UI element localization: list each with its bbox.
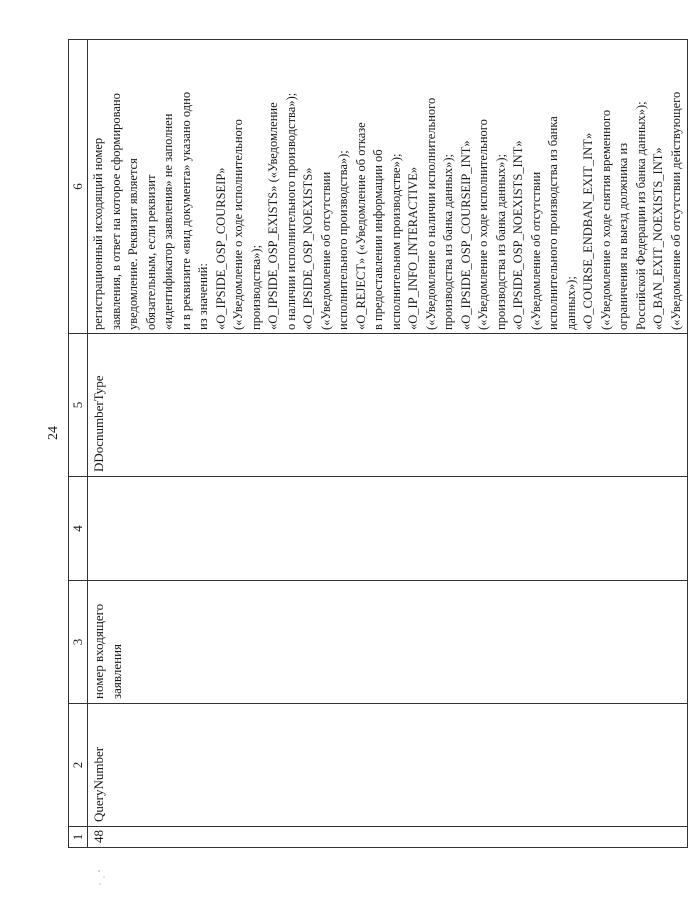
notes-line: («Уведомление об отсутствии действующего xyxy=(668,91,683,330)
notes-line: «идентификатор заявления» не заполнен xyxy=(161,113,175,330)
notes-line: «O_IP_INFO_INTERACTIVE» xyxy=(406,166,420,330)
header-col-2: 2 xyxy=(69,704,88,827)
header-row xyxy=(69,40,88,848)
notes-cell xyxy=(88,40,688,334)
table-row xyxy=(88,40,688,848)
notes-line: «O_REJECT» («Уведомление об отказе xyxy=(353,122,368,330)
notes-line: производства из банка данных»); xyxy=(493,153,508,330)
notes-line: «O_BAN_EXIT_NOEXISTS_INT» xyxy=(651,147,665,330)
scan-specks xyxy=(96,868,108,888)
notes-line: исполнительного производства»); xyxy=(336,150,350,330)
type-cell: DDocnumberType xyxy=(88,334,688,477)
notes-line: о наличии исполнительного производства»); xyxy=(283,92,298,330)
header-col-1: 1 xyxy=(69,827,88,848)
specification-table xyxy=(68,39,688,848)
notes-line: «O_IPSIDE_OSP_NOEXISTS_INT» xyxy=(511,140,525,330)
notes-line: и в реквизите «вид документа» указано одно xyxy=(178,91,193,330)
notes-line: «O_IPSIDE_OSP_EXISTS» («Уведомление xyxy=(266,102,280,330)
notes-line: заявления, в ответ на которое сформировано xyxy=(108,93,123,330)
notes-line: уведомление. Реквизит является xyxy=(126,158,140,330)
notes-line: из значений: xyxy=(196,263,210,330)
notes-line: («Уведомление о ходе снятия временного xyxy=(598,109,613,330)
notes-line: («Уведомление о ходе исполнительного xyxy=(476,119,490,330)
notes-line: ограничения на выезд должника из xyxy=(616,142,630,330)
notes-line: исполнительном производстве»); xyxy=(388,153,403,330)
notes-line: обязательным, если реквизит xyxy=(143,174,158,330)
notes-line: «O_IPSIDE_OSP_COURSEIP» xyxy=(213,167,228,330)
notes-line: в предоставлении информации об xyxy=(371,149,385,330)
header-col-6: 6 xyxy=(69,40,88,334)
element-name: QueryNumber xyxy=(88,704,688,827)
rotated-table-container xyxy=(68,40,683,848)
notes-line: данных»); xyxy=(563,276,578,330)
notes-line: («Уведомление о ходе исполнительного xyxy=(231,119,245,330)
notes-line: («Уведомление об отсутствии xyxy=(528,171,543,330)
col4-cell xyxy=(88,477,688,581)
header-col-3: 3 xyxy=(69,581,88,704)
row-index: 48 xyxy=(88,827,688,848)
notes-line: Российской Федерации из банка данных»); xyxy=(633,101,648,330)
notes-line: «O_IPSIDE_OSP_COURSEIP_INT» xyxy=(458,140,473,330)
notes-line: регистрационный исходящий номер xyxy=(91,137,105,330)
page-number: 24 xyxy=(46,426,61,440)
notes-line: («Уведомление об отсутствии xyxy=(318,171,333,330)
notes-line: исполнительного производства из банка xyxy=(546,116,560,330)
header-col-4: 4 xyxy=(69,477,88,581)
element-description: номер входящего заявления xyxy=(88,581,688,704)
notes-line: («Уведомление о наличии исполнительного xyxy=(423,97,438,330)
notes-line: «O_COURSE_ENDBAN_EXIT_INT» xyxy=(581,132,595,330)
notes-line: «O_IPSIDE_OSP_NOEXISTS» xyxy=(301,167,315,330)
notes-line: производства из банка данных»); xyxy=(441,153,455,330)
header-col-5: 5 xyxy=(69,334,88,477)
notes-line: производства»); xyxy=(248,244,263,330)
